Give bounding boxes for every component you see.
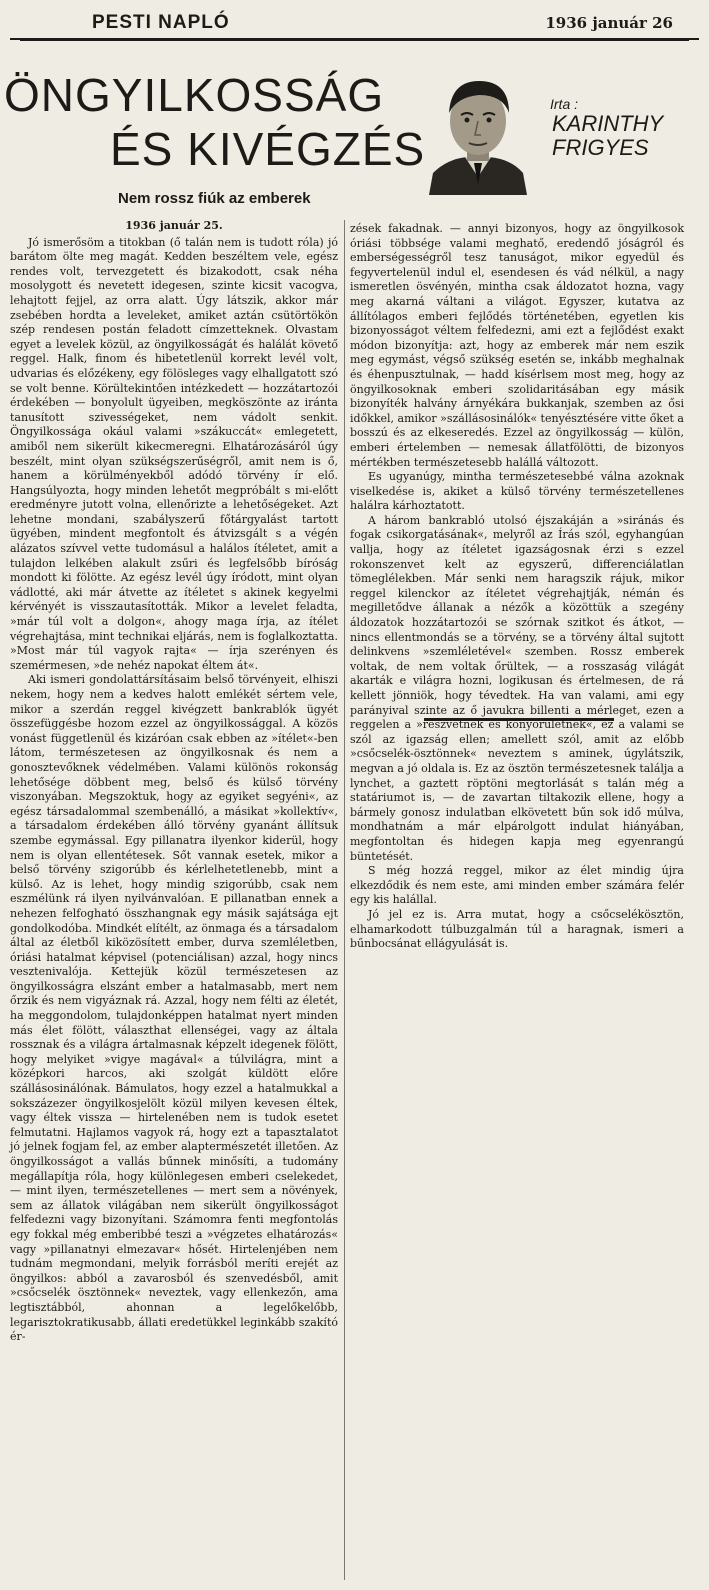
paragraph: Es ugyanúgy, mintha természetesebbé válna azoknak viselkedése is, akiket a külső törvény természetellenes halálra kárhoztatott. bbox=[350, 470, 684, 513]
paragraph: S még hozzá reggel, mikor az élet mindig újra elkezdődik és nem este, ami minden ember számára felér egy kis halállal. bbox=[350, 864, 684, 907]
column-divider bbox=[344, 220, 345, 1580]
paragraph: Jó jel ez is. Arra mutat, hogy a csőcselékösztön, elhamarkodott túlbuzgalmán túl a haragnak, ismeri a bűnbocsánat ellágyulását is. bbox=[350, 907, 684, 951]
newspaper-name: PESTI NAPLÓ bbox=[92, 12, 230, 33]
headline-line-1: ÖNGYILKOSSÁG bbox=[4, 69, 385, 121]
paragraph: Jó ismerősöm a titokban (ő talán nem is tudott róla) jó barátom ölte meg magát. Kedden beszéltem vele, egész rendes volt, tervezgetett és bizakodott, csak néha mosolygott és nevetett idegesen, szinte kicsit vacogva, lehajtott fejjel, az orra alatt. Úgy látszik, akkor már zsebében hordta a leveleket, amiket aztán csütörtökön szép rendesen postán feladott címzetteknek. Olvastam egyet a levelek közül, az öngyilkosságát és halálát követő reggel. Halk, finom és hibetetlenül korrekt levél volt, udvarias és előzékeny, egy fölösleges vagy elhallgatott szó se volt benne. Körültekintően intézkedett — hozzátartozói érdekében — bonyolult ügyeiben, megköszönte az iránta tanusított szivességeket, nem vádolt senkit. Öngyilkossága okául valami »szákuccát« emlegetett, amiből nem sikerült kikecmeregni. Elhatározásáról úgy beszélt, mint olyan szükségszerűségről, amit nem is ő, hanem a körülményekből adódó törvény ír elő. Hangsúlyozta, hogy minden lehetőt megpróbált s mi-előtt eredményre jutott volna, ellenőrizte a lehetőségeket. Azt lehetne mondani, szabályszerű főtárgyalást tartott ügyében, mindent megfontolt és átvizsgált s a végén alázatos szívvel vette tudomásul a halálos ítéletet, amit a tulajdon lelkében alakult zsűri és legfelsőbb bíróság mondott ki fölötte. Az egész levél úgy íródott, mint olyan vádlotté, aki már átvette az ítéletet s akinek kegyelmi kérvényét is visszautasították. Mikor a levelet feladta, »már túl volt a dolgon«, ahogy maga írja, az ítélet végrehajtása, mint technikai eljárás, nem is foglalkoztatta. »Most már túl vagyok rajta« — írja szerényen és szemérmesen, »de nehéz napokat éltem át«. bbox=[10, 235, 338, 672]
byline-label: Irta : bbox=[550, 96, 579, 112]
paragraph: Aki ismeri gondolattársításaim belső törvényeit, elhiszi nekem, hogy nem a kedves halott emlékét sértem vele, mikor a szerdán reggel kivégzett bankrablók ügyét összefüggésbe hozom ezzel az öngyilkossággal. A közös vonást függetlenül és kizáróan csak ebben az »ítélet«-ben látom, természetesen az öngyilkosnak és nem a gonosztevőknek védelmében. Valami különös rokonság lehetősége döbbent meg, belső és külső törvény viszonyában. Megszoktuk, hogy az egyiket segyéni«, az egész társadalommal szembenálló, a másikat »kollektív«, a társadalom érdekében álló törvény gyanánt állítsuk szembe egymással. Egy pillanatra ilyenkor kiderül, hogy nem is olyan ellentétesek. Sőt vannak esetek, mikor a belső törvény szigorúbb és kérlelhetetlenebb, mint a külső. Az is lehet, hogy mindig szigorúbb, csak nem eszmélünk rá ilyen nyilvánvalóan. E pillanatban ennek a nehezen felfogható összhangnak egy másik sajátsága ejt gondolkodóba. Mindkét elítélt, az önmaga és a társadalom által az életből kiközösített ember, durva szemléletben, óriási hatalmat képvisel (potenciálisan) azzal, hogy nincs vesztenivalója. Kettejük közül természetesen az öngyilkosságra elszánt ember a hatalmasabb, mert nem őrzik és nem vigyáznak rá. Azzal, hogy nem félti az életét, ha meggondolom, tulajdonképpen hatalmat nyert minden más élet fölött, választhat ellenségei, vagy az általa rossznak és a világra ártalmasnak képzelt idegenek fölött, hogy melyiket »vigye magával« a túlvilágra, mint a középkori harcos, aki szolgát küldött előre szállásosinálónak. Bámulatos, hogy ezzel a hatalmukkal a sokszázezer öngyilkosjelölt közül milyen kevesen éltek, vagy éltek vissza — hirtelenében nem is tudok esetet felmutatni. Hajlamos vagyok rá, hogy ezt a tapasztalatot jó jelnek fogjam fel, az ember alaptermészetét illetően. Az öngyilkosságot a vallás bűnnek minősíti, a tudomány megállapítja róla, hogy különlegesen emberi cselekedet, — mint ilyen, természetellenes — mert sem a növények, sem az állatok világában nem sikerült öngyilkosságot felfedezni vagy bizonyítani. Számomra fenti megfontolás egy fokkal még emberibbé teszi a »végzetes elhatározás« vagy »pillanatnyi elmezavar« hősét. Hirtelenjében nem tudnám megmondani, melyik forrásból meríti erejét az öngyilkos: abból a zavarosból és szenvedésből, amit »csőcselék ösztönnek« neveztek, vagy ellenkezőn, ama legtisztábból, ahonnan a legelőkelőbb, legarisztokratikusabb, állati eredetükkel leginkább szakító ér- bbox=[10, 673, 338, 1344]
author-portrait bbox=[427, 73, 529, 195]
article-left-column bbox=[10, 219, 338, 1585]
paragraph: A három bankrabló utolsó éjszakáján a »siránás és fogak csikorgatásának«, melyről az Írás szól, egyhangúan vallja, hogy az ítéletet igazságosnak érzi s ezzel rokonszenvet kelt az egyszerű, differenciálatlan tömeglélekben. Már senki nem haragszik rájuk, mikor reggel kilenckor az ítéletet végrehajtják, némán és megilletődve állanak a nézők a közöttük a szegény áldozatok hozzátartozói se szórnak szitkot és átkot, — nincs ellentmondás se a törvény, se a törvény által sujtott delinkvens »szemléletével« szemben. Rossz emberek voltak, de nem voltak őrültek, — a rosszaság világát akarták e világra hozni, logikusan és értelmesen, de rá kellett jönniök, hogy tévedtek. Ha van valami, ami egy parányival szinte az ő javukra billenti a mérleget, ezen a reggelen a »részvétnek és könyörületnek«, ez a valami se szól az igazság ellen; amellett szól, amit az előbb »csőcselék-ösztönnek« neveztem s aminek, úgylátszik, megvan a jó oldala is. Ez az ösztön természetesnek találja a lynchet, a gaztett röptöni megtorlását s talán még a statáriumot is, — de zavartan tiltakozik ellene, hogy a bármely gonosz indulatban elkövetett bűn sok idő múlva, mondhatnám a már elpárolgott indulat hiányában, megfontoltan és hidegen kapja meg egyenrangú büntetését. bbox=[350, 513, 684, 863]
paragraph: zések fakadnak. — annyi bizonyos, hogy az öngyilkosok óriási többsége valami meghatő, eredendő jóságról és emberségességről tesz tanuságot, mikor egyedül és fegyvertelenül indul el, esendesen és vád nélkül, a nagy ismeretlen ösvényén, mintha csak áldozatot hozna, vagy meg akarná váltani a világot. Egyszer, kutatva az állítólagos emberi fejlődés történetében, egyetlen kis bizonyosságot véltem felfedezni, ami ezt a fejlődést exakt módon bizonyítja: azt, hogy az emberek már nem eszik meg egymást, végső szükség esetén se, inkább meghalnak és éhenpusztulnak, — hadd kísérlsem most meg, hogy az öngyilkosoknak emberi szolidaritásában egy másik bizonyíték halvány árnyékára bukkanjak, szemben az ősi időkkel, amikor »szállásosinálók« tenyésztésére vitte őket a bosszú és az elkeseredés. Ezzel az öngyilkosság — külön, emberi értelemben — nemesak állatfölötti, de bizonyos mértékben természetesebb halállá változott. bbox=[350, 222, 684, 469]
masthead bbox=[10, 10, 699, 40]
end-rule bbox=[424, 718, 614, 721]
masthead-rule bbox=[20, 40, 689, 41]
headline-line-2: ÉS KIVÉGZÉS bbox=[110, 123, 426, 175]
byline bbox=[550, 96, 663, 160]
author-first-line: KARINTHY bbox=[552, 111, 664, 136]
subtitle: Nem rossz fiúk az emberek bbox=[118, 190, 311, 207]
issue-date: 1936 január 26 bbox=[545, 14, 673, 32]
author-second-line: FRIGYES bbox=[552, 135, 649, 160]
article-right-column bbox=[350, 222, 684, 951]
dateline: 1936 január 25. bbox=[125, 219, 223, 232]
